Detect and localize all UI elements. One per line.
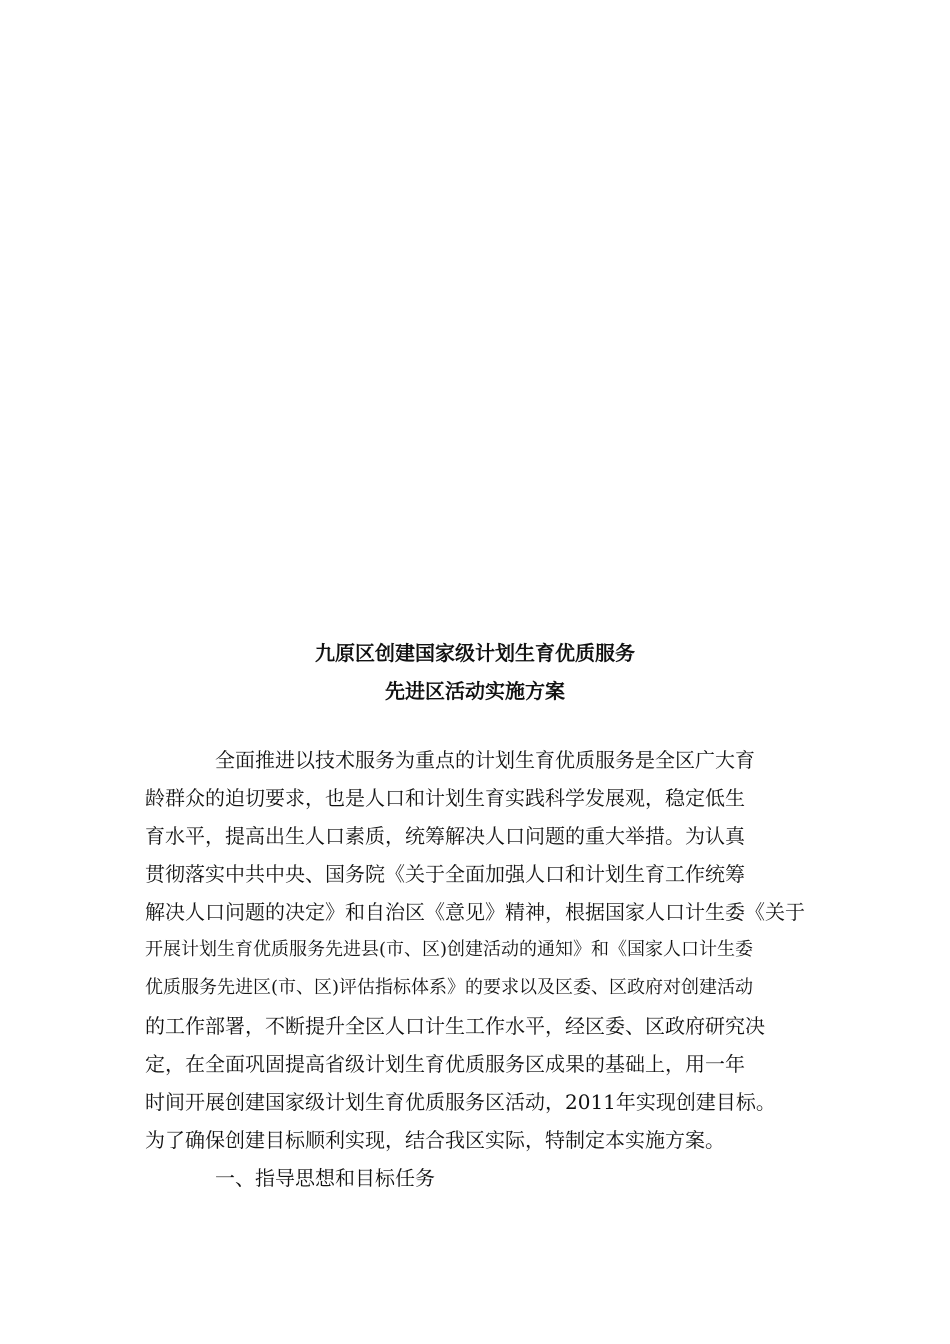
paragraph-line: 开展计划生育优质服务先进县(市、区)创建活动的通知》和《国家人口计生委 [145, 939, 754, 960]
section-heading: 一、指导思想和目标任务 [215, 1166, 435, 1190]
paragraph-line: 解决人口问题的决定》和自治区《意见》精神，根据国家人口计生委《关于 [145, 900, 805, 924]
paragraph-line: 全面推进以技术服务为重点的计划生育优质服务是全区广大育 [215, 748, 755, 772]
paragraph-line: 育水平，提高出生人口素质，统筹解决人口问题的重大举措。为认真 [145, 824, 745, 848]
paragraph-line: 的工作部署，不断提升全区人口计生工作水平，经区委、区政府研究决 [145, 1014, 765, 1038]
paragraph-line: 龄群众的迫切要求，也是人口和计划生育实践科学发展观，稳定低生 [145, 786, 745, 810]
paragraph-line: 优质服务先进区(市、区)评估指标体系》的要求以及区委、区政府对创建活动 [145, 977, 754, 998]
paragraph-line: 贯彻落实中共中央、国务院《关于全面加强人口和计划生育工作统筹 [145, 862, 745, 886]
paragraph-line: 时间开展创建国家级计划生育优质服务区活动，2011年实现创建目标。 [145, 1090, 776, 1114]
document-title-line-1: 九原区创建国家级计划生育优质服务 [315, 641, 635, 665]
paragraph-line: 定，在全面巩固提高省级计划生育优质服务区成果的基础上，用一年 [145, 1052, 745, 1076]
paragraph-line: 为了确保创建目标顺利实现，结合我区实际，特制定本实施方案。 [145, 1128, 725, 1152]
document-title-line-2: 先进区活动实施方案 [385, 679, 565, 703]
